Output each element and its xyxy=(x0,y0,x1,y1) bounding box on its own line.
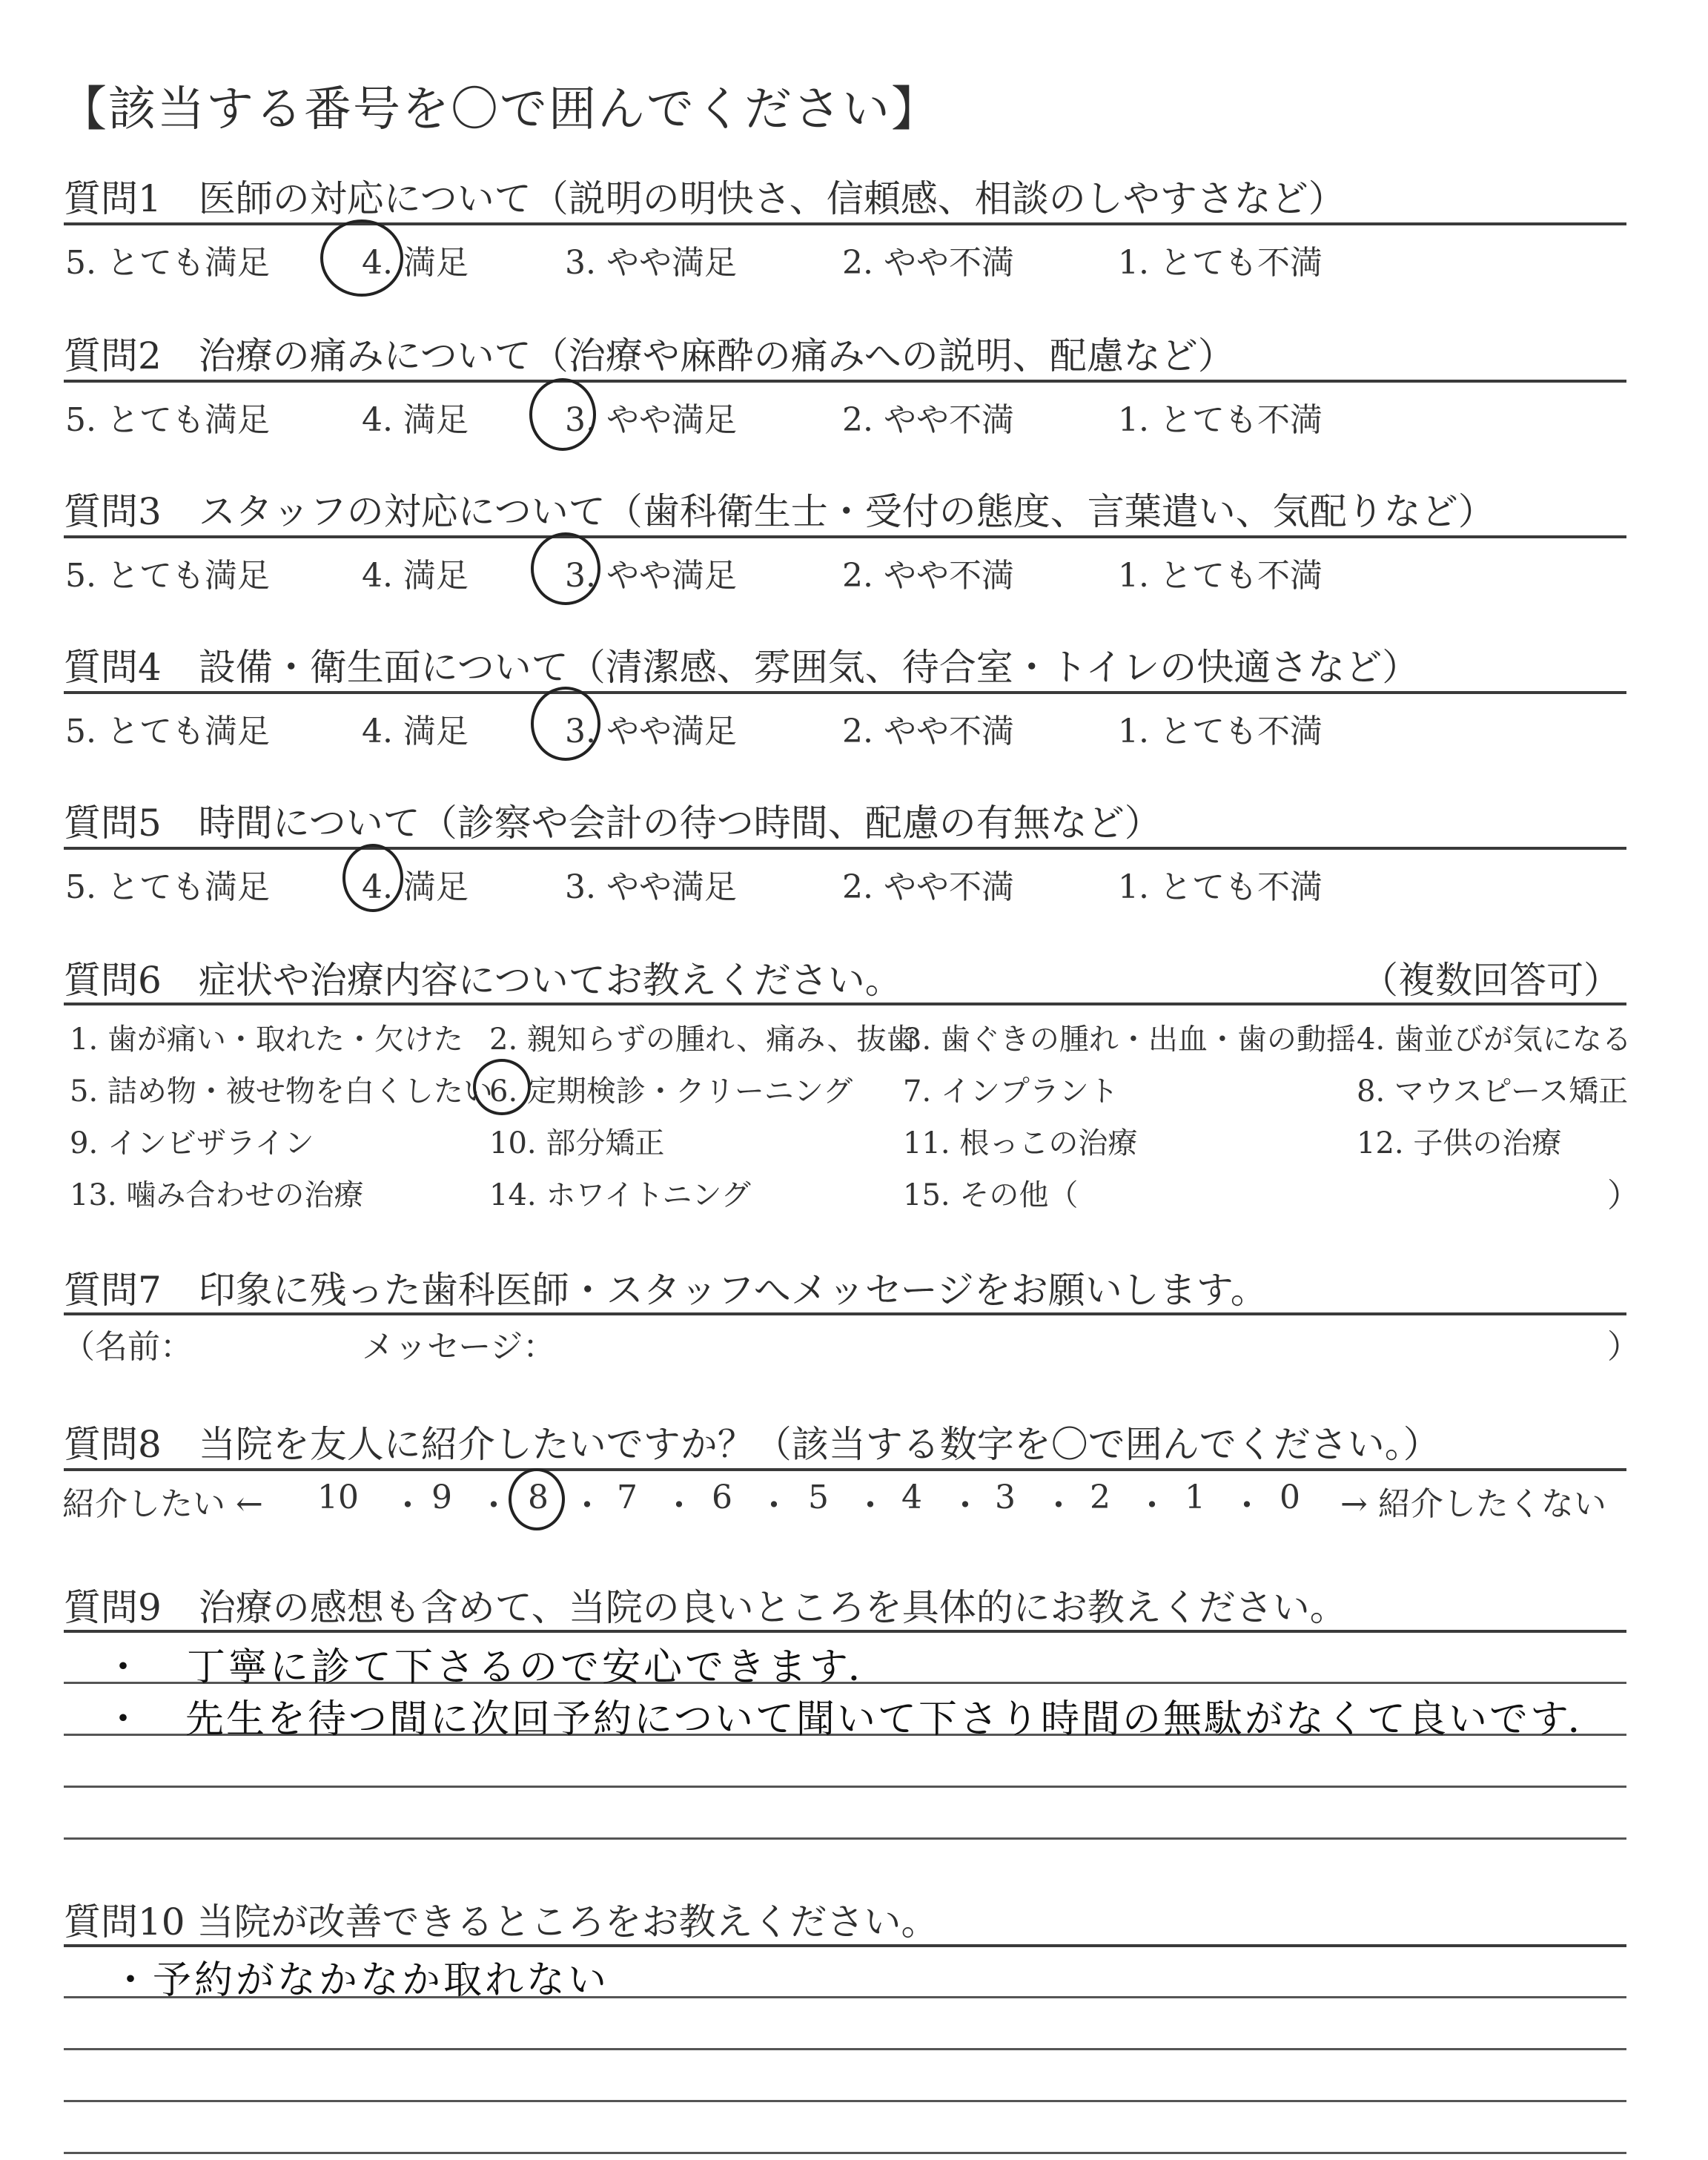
q5-option-4[interactable]: 4. 満足 xyxy=(362,868,469,906)
q7-title: 質問7 印象に残った歯科医師・スタッフへメッセージをお願いします。 xyxy=(64,1269,1268,1312)
q2-selection-circle xyxy=(529,378,596,451)
q9-writing-line xyxy=(64,1837,1626,1840)
q3-option-3[interactable]: 3. やや満足 xyxy=(565,557,737,595)
q7-message-label[interactable]: メッセージ： xyxy=(362,1328,556,1366)
q6-item-1[interactable]: 1. 歯が痛い・取れた・欠けた xyxy=(70,1023,463,1057)
q3-rule xyxy=(64,535,1626,538)
q4-rule xyxy=(64,691,1626,694)
q6-item-15[interactable]: 15. その他（ xyxy=(903,1178,1079,1212)
q8-separator: ・ xyxy=(1136,1487,1168,1525)
q1-title: 質問1 医師の対応について（説明の明快さ、信頼感、相談のしやすさなど） xyxy=(64,177,1345,220)
q9-answer-line-1: ・ 丁寧に診て下さるので安心できます． xyxy=(104,1645,890,1690)
q3-selection-circle xyxy=(531,532,600,605)
q5-option-5[interactable]: 5. とても満足 xyxy=(65,868,270,906)
q7-name-label[interactable]: （名前： xyxy=(62,1328,193,1366)
q6-item-13[interactable]: 13. 噛み合わせの治療 xyxy=(70,1178,364,1212)
q8-score-7[interactable]: 7 xyxy=(617,1479,638,1516)
q5-rule xyxy=(64,847,1626,850)
q6-item-7[interactable]: 7. インプラント xyxy=(903,1074,1119,1109)
q8-separator: ・ xyxy=(1231,1487,1263,1525)
q2-option-4[interactable]: 4. 満足 xyxy=(362,401,469,439)
q8-separator: ・ xyxy=(854,1487,887,1525)
q9-title: 質問9 治療の感想も含めて、当院の良いところを具体的にお教えください。 xyxy=(64,1586,1347,1629)
q8-not-recommend-label: → 紹介したくない xyxy=(1340,1485,1606,1523)
q8-title: 質問8 当院を友人に紹介したいですか？（該当する数字を〇で囲んでください。） xyxy=(64,1423,1440,1466)
q6-rule xyxy=(64,1003,1626,1005)
q10-writing-line xyxy=(64,2048,1626,2050)
q6-other-close-paren: ） xyxy=(1607,1177,1640,1215)
q7-rule xyxy=(64,1312,1626,1315)
q3-option-2[interactable]: 2. やや不満 xyxy=(842,557,1014,595)
q4-option-5[interactable]: 5. とても満足 xyxy=(65,713,270,750)
q5-option-1[interactable]: 1. とても不満 xyxy=(1118,868,1323,906)
q6-selection-circle xyxy=(473,1059,531,1115)
q2-option-3[interactable]: 3. やや満足 xyxy=(565,401,737,439)
q8-recommend-label: 紹介したい ← xyxy=(62,1485,263,1523)
q8-separator: ・ xyxy=(571,1487,603,1525)
q4-option-1[interactable]: 1. とても不満 xyxy=(1118,713,1323,750)
q2-title: 質問2 治療の痛みについて（治療や麻酔の痛みへの説明、配慮など） xyxy=(64,334,1235,377)
q4-option-3[interactable]: 3. やや満足 xyxy=(565,713,737,750)
q8-score-6[interactable]: 6 xyxy=(712,1479,732,1516)
q8-score-3[interactable]: 3 xyxy=(995,1479,1016,1516)
q10-title: 質問10 当院が改善できるところをお教えください。 xyxy=(64,1900,939,1943)
q3-option-5[interactable]: 5. とても満足 xyxy=(65,557,270,595)
q6-multiple-answer-note: （複数回答可） xyxy=(1361,959,1621,1002)
q3-option-1[interactable]: 1. とても不満 xyxy=(1118,557,1323,595)
q8-score-8[interactable]: 8 xyxy=(528,1479,549,1516)
q9-writing-line xyxy=(64,1786,1626,1788)
q1-option-5[interactable]: 5. とても満足 xyxy=(65,244,270,282)
q8-rule xyxy=(64,1468,1626,1471)
q8-separator: ・ xyxy=(758,1487,790,1525)
q8-score-1[interactable]: 1 xyxy=(1185,1479,1205,1516)
q2-option-5[interactable]: 5. とても満足 xyxy=(65,401,270,439)
q1-rule xyxy=(64,222,1626,225)
q4-option-4[interactable]: 4. 満足 xyxy=(362,713,469,750)
q8-score-0[interactable]: 0 xyxy=(1280,1479,1300,1516)
q6-item-11[interactable]: 11. 根っこの治療 xyxy=(903,1126,1138,1160)
q8-separator: ・ xyxy=(391,1487,424,1525)
q5-title: 質問5 時間について（診察や会計の待つ時間、配慮の有無など） xyxy=(64,802,1162,845)
q8-separator: ・ xyxy=(477,1487,510,1525)
q5-option-2[interactable]: 2. やや不満 xyxy=(842,868,1014,906)
q1-selection-circle xyxy=(320,219,403,297)
q1-option-2[interactable]: 2. やや不満 xyxy=(842,244,1014,282)
q8-separator: ・ xyxy=(1042,1487,1075,1525)
q6-item-12[interactable]: 12. 子供の治療 xyxy=(1357,1126,1562,1160)
q6-item-9[interactable]: 9. インビザライン xyxy=(70,1126,314,1160)
q8-separator: ・ xyxy=(663,1487,695,1525)
q8-score-2[interactable]: 2 xyxy=(1090,1479,1110,1516)
q8-score-4[interactable]: 4 xyxy=(901,1479,922,1516)
q10-rule xyxy=(64,1944,1626,1947)
q8-score-10[interactable]: 10 xyxy=(317,1479,359,1516)
q4-option-2[interactable]: 2. やや不満 xyxy=(842,713,1014,750)
q6-item-8[interactable]: 8. マウスピース矯正 xyxy=(1357,1074,1629,1109)
q6-item-3[interactable]: 3. 歯ぐきの腫れ・出血・歯の動揺 xyxy=(903,1023,1356,1057)
q6-item-10[interactable]: 10. 部分矯正 xyxy=(489,1126,665,1160)
q9-answer-line-2: ・ 先生を待つ間に次回予約について聞いて下さり時間の無駄がなくて良いです． xyxy=(104,1697,1609,1742)
form-header: 【該当する番号を〇で囲んでください】 xyxy=(59,82,940,137)
q5-option-3[interactable]: 3. やや満足 xyxy=(565,868,737,906)
q8-score-9[interactable]: 9 xyxy=(431,1479,452,1516)
q2-rule xyxy=(64,380,1626,383)
q8-separator: ・ xyxy=(949,1487,982,1525)
q8-score-5[interactable]: 5 xyxy=(808,1479,829,1516)
q6-item-6[interactable]: 6. 定期検診・クリーニング xyxy=(489,1074,853,1109)
q2-option-1[interactable]: 1. とても不満 xyxy=(1118,401,1323,439)
q6-item-2[interactable]: 2. 親知らずの腫れ、痛み、抜歯 xyxy=(489,1023,916,1057)
q5-selection-circle xyxy=(342,844,403,912)
q10-writing-line xyxy=(64,2100,1626,2102)
q6-item-4[interactable]: 4. 歯並びが気になる xyxy=(1357,1023,1632,1057)
q9-rule xyxy=(64,1630,1626,1633)
q8-selection-circle xyxy=(509,1468,565,1530)
q7-close-paren: ） xyxy=(1607,1328,1640,1366)
q2-option-2[interactable]: 2. やや不満 xyxy=(842,401,1014,439)
q1-option-4[interactable]: 4. 満足 xyxy=(362,244,469,282)
q1-option-3[interactable]: 3. やや満足 xyxy=(565,244,737,282)
q10-answer-line-1: ・予約がなかなか取れない xyxy=(111,1958,610,2003)
q6-title: 質問6 症状や治療内容についてお教えください。 xyxy=(64,959,902,1002)
q10-writing-line xyxy=(64,2152,1626,2154)
q1-option-1[interactable]: 1. とても不満 xyxy=(1118,244,1323,282)
q6-item-5[interactable]: 5. 詰め物・被せ物を白くしたい xyxy=(70,1074,493,1109)
q6-item-14[interactable]: 14. ホワイトニング xyxy=(489,1178,751,1212)
q3-option-4[interactable]: 4. 満足 xyxy=(362,557,469,595)
q4-title: 質問4 設備・衛生面について（清潔感、雰囲気、待合室・トイレの快適さなど） xyxy=(64,646,1420,689)
q4-selection-circle xyxy=(531,687,600,761)
q3-title: 質問3 スタッフの対応について（歯科衛生士・受付の態度、言葉遣い、気配りなど） xyxy=(64,490,1495,533)
